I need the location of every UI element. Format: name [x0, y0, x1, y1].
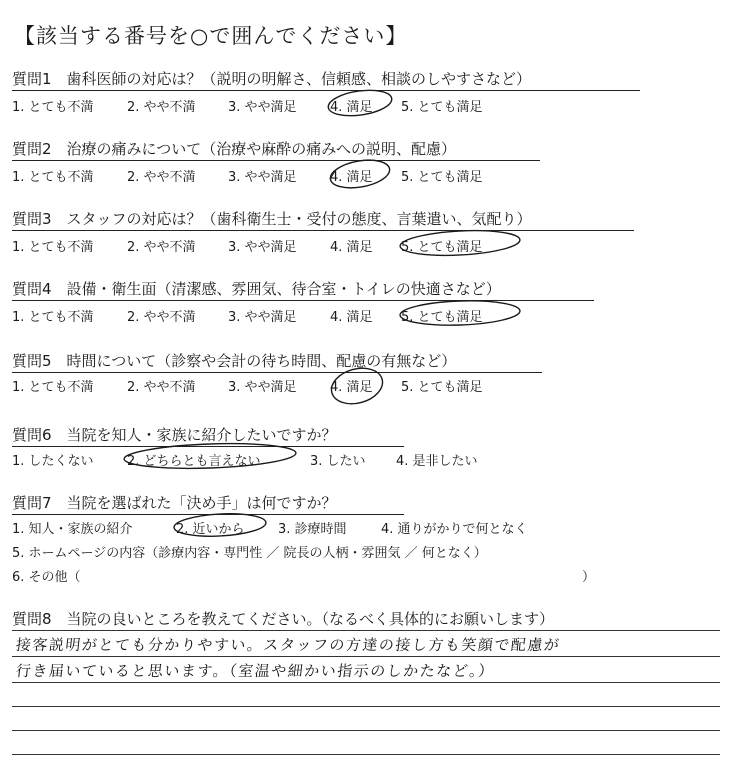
q3-option-5[interactable]: 5. とても満足 [401, 240, 483, 255]
question-1-underline [12, 90, 640, 91]
q2-option-4[interactable]: 4. 満足 [330, 170, 373, 185]
q7-option-3[interactable]: 3. 診療時間 [278, 522, 347, 537]
q3-option-4[interactable]: 4. 満足 [330, 240, 373, 255]
question-2-title: 質問2 治療の痛みについて（治療や麻酔の痛みへの説明、配慮） [12, 140, 456, 158]
q4-option-5[interactable]: 5. とても満足 [401, 310, 483, 325]
q3-option-1[interactable]: 1. とても不満 [12, 240, 94, 255]
question-4-title: 質問4 設備・衛生面（清潔感、雰囲気、待合室・トイレの快適さなど） [12, 280, 501, 298]
question-6-underline [12, 446, 404, 447]
q1-option-4[interactable]: 4. 満足 [330, 100, 373, 115]
q4-option-3[interactable]: 3. やや満足 [228, 310, 297, 325]
answer-line-5 [12, 730, 720, 731]
handwritten-answer-line-1: 接客説明がとても分かりやすい。スタッフの方達の接し方も笑顔で配慮が [15, 636, 562, 654]
q4-option-2[interactable]: 2. やや不満 [127, 310, 196, 325]
q7-option-5[interactable]: 5. ホームページの内容（診療内容・専門性 ／ 院長の人柄・雰囲気 ／ 何となく） [12, 546, 487, 561]
q6-option-4[interactable]: 4. 是非したい [396, 454, 478, 469]
question-7-title: 質問7 当院を選ばれた「決め手」は何ですか？ [12, 494, 337, 512]
q2-option-5[interactable]: 5. とても満足 [401, 170, 483, 185]
q4-option-4[interactable]: 4. 満足 [330, 310, 373, 325]
answer-line-4 [12, 706, 720, 707]
answer-line-2 [12, 656, 720, 657]
q7-option-2[interactable]: 2. 近いから [176, 522, 245, 537]
q1-option-2[interactable]: 2. やや不満 [127, 100, 196, 115]
q3-option-3[interactable]: 3. やや満足 [228, 240, 297, 255]
q5-option-4[interactable]: 4. 満足 [330, 380, 373, 395]
q5-option-2[interactable]: 2. やや不満 [127, 380, 196, 395]
q2-option-3[interactable]: 3. やや満足 [228, 170, 297, 185]
question-4-underline [12, 300, 594, 301]
handwritten-answer-line-2: 行き届いていると思います。（室温や細かい指示のしかたなど。） [15, 662, 496, 680]
q7-option-6-close: ） [582, 570, 596, 585]
q1-option-1[interactable]: 1. とても不満 [12, 100, 94, 115]
q7-option-6[interactable]: 6. その他（ [12, 570, 81, 585]
q1-option-3[interactable]: 3. やや満足 [228, 100, 297, 115]
question-5-underline [12, 372, 542, 373]
question-7-underline [12, 514, 404, 515]
question-3-title: 質問3 スタッフの対応は？（歯科衛生士・受付の態度、言葉遣い、気配り） [12, 210, 532, 228]
q1-option-5[interactable]: 5. とても満足 [401, 100, 483, 115]
answer-line-6 [12, 754, 720, 755]
question-6-title: 質問6 当院を知人・家族に紹介したいですか？ [12, 426, 337, 444]
q3-option-2[interactable]: 2. やや不満 [127, 240, 196, 255]
question-2-underline [12, 160, 540, 161]
q6-option-1[interactable]: 1. したくない [12, 454, 94, 469]
q7-option-1[interactable]: 1. 知人・家族の紹介 [12, 522, 133, 537]
question-8-title: 質問8 当院の良いところを教えてください。（なるべく具体的にお願いします） [12, 610, 555, 628]
question-3-underline [12, 230, 634, 231]
question-1-title: 質問1 歯科医師の対応は？（説明の明解さ、信頼感、相談のしやすさなど） [12, 70, 531, 88]
q5-option-3[interactable]: 3. やや満足 [228, 380, 297, 395]
q2-option-1[interactable]: 1. とても不満 [12, 170, 94, 185]
q6-option-2[interactable]: 2. どちらとも言えない [127, 454, 261, 469]
answer-line-3 [12, 682, 720, 683]
q5-option-5[interactable]: 5. とても満足 [401, 380, 483, 395]
q5-option-1[interactable]: 1. とても不満 [12, 380, 94, 395]
q7-option-4[interactable]: 4. 通りがかりで何となく [381, 522, 528, 537]
q6-option-3[interactable]: 3. したい [310, 454, 366, 469]
q4-option-1[interactable]: 1. とても不満 [12, 310, 94, 325]
question-5-title: 質問5 時間について（診察や会計の待ち時間、配慮の有無など） [12, 352, 457, 370]
q2-option-2[interactable]: 2. やや不満 [127, 170, 196, 185]
form-title: 【該当する番号を○で囲んでください】 [14, 24, 408, 48]
answer-line-1 [12, 630, 720, 631]
